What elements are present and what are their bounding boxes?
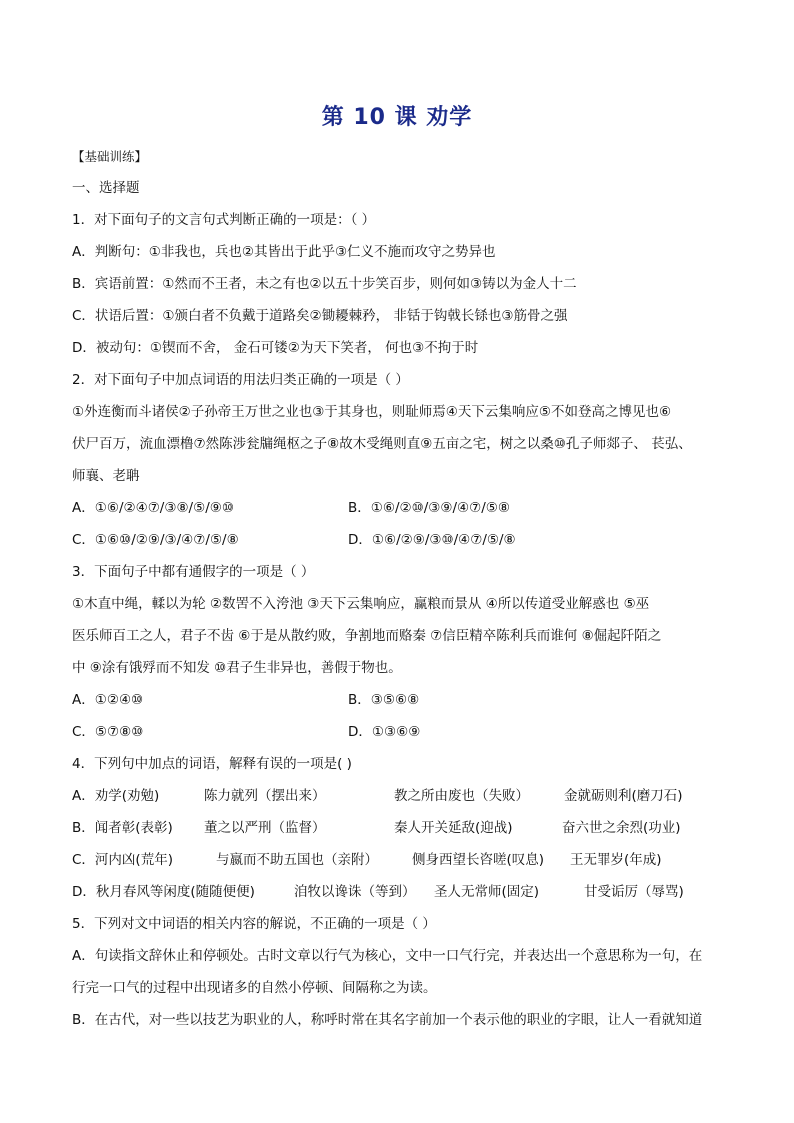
q3-option-b: B．③⑤⑥⑧ — [348, 692, 420, 708]
q4-option-d — [72, 876, 732, 908]
q3-stem: 3．下面句子中都有通假字的一项是（ ） — [72, 564, 315, 580]
q2-option-a: A．①⑥/②④⑦/③⑧/⑤/⑨⑩ — [72, 500, 234, 516]
q3-options-row-1 — [72, 684, 732, 716]
q2-options-row-2 — [72, 524, 732, 556]
q2-stem: 2．对下面句子中加点词语的用法归类正确的一项是（ ） — [72, 372, 409, 388]
q4-a-item-1: A．劝学(劝勉) — [72, 788, 160, 804]
q1-option-d: D．被动句：①锲而不舍， 金石可镂②为天下笑者， 何也③不拘于时 — [72, 340, 479, 356]
q4-a-item-3: 教之所由废也（失败） — [394, 788, 529, 804]
page-title: 第 10 课 劝学 — [321, 105, 473, 130]
q1-option-c: C．状语后置：①颁白者不负戴于道路矣②锄耰棘矜， 非铦于钩戟长铩也③筋骨之强 — [72, 308, 568, 324]
q4-c-item-3: 侧身西望长咨嗟(叹息) — [412, 852, 545, 868]
q2-body-line-2: 伏尸百万，流血漂橹⑦然陈涉瓮牖绳枢之子⑧故木受绳则直⑨五亩之宅，树之以桑⑩孔子师郯子、 苌弘、 — [72, 436, 692, 452]
q5-option-b-line-1: B．在古代，对一些以技艺为职业的人，称呼时常在其名字前加一个表示他的职业的字眼，让人一看就知道 — [72, 1012, 703, 1028]
q3-option-a: A．①②④⑩ — [72, 692, 144, 708]
q4-a-item-2: 陈力就列（摆出来） — [204, 788, 326, 804]
part-heading: 一、选择题 — [72, 180, 140, 196]
q1-option-b: B．宾语前置：①然而不王者，未之有也②以五十步笑百步，则何如③铸以为金人十二 — [72, 276, 577, 292]
q4-d-item-2: 洎牧以谗诛（等到） — [294, 884, 416, 900]
q4-option-c — [72, 844, 732, 876]
q1-option-a: A．判断句：①非我也，兵也②其皆出于此乎③仁义不施而攻守之势异也 — [72, 244, 496, 260]
q3-options-row-2 — [72, 716, 732, 748]
q3-body-line-3: 中 ⑨涂有饿殍而不知发 ⑩君子生非异也，善假于物也。 — [72, 660, 402, 676]
q4-b-item-1: B．闻者彰(表彰) — [72, 820, 173, 836]
q2-option-b: B．①⑥/②⑩/③⑨/④⑦/⑤⑧ — [348, 500, 510, 516]
q4-c-item-2: 与嬴而不助五国也（亲附） — [216, 852, 378, 868]
q2-option-c: C．①⑥⑩/②⑨/③/④⑦/⑤/⑧ — [72, 532, 239, 548]
q2-body-line-3: 师襄、老聃 — [72, 468, 140, 484]
q4-stem: 4．下列句中加点的词语，解释有误的一项是( ) — [72, 756, 352, 772]
q3-option-d: D．①③⑥⑨ — [348, 724, 421, 740]
q4-d-item-1: D．秋月春风等闲度(随随便便) — [72, 884, 255, 900]
q4-b-item-4: 奋六世之余烈(功业) — [562, 820, 681, 836]
q2-options-row-1 — [72, 492, 732, 524]
q4-option-b — [72, 812, 732, 844]
q3-option-c: C．⑤⑦⑧⑩ — [72, 724, 144, 740]
q5-stem: 5．下列对文中词语的相关内容的解说，不正确的一项是（ ） — [72, 916, 436, 932]
q3-body-line-2: 医乐师百工之人，君子不齿 ⑥于是从散约败，争割地而赂秦 ⑦信臣精卒陈利兵而谁何 ⑧倔起阡陌之 — [72, 628, 662, 644]
q2-body-line-1: ①外连衡而斗诸侯②子孙帝王万世之业也③于其身也，则耻师焉④天下云集响应⑤不如登高之博见也⑥ — [72, 404, 672, 420]
q4-d-item-4: 甘受诟厉（辱骂) — [584, 884, 684, 900]
q1-stem: 1．对下面句子的文言句式判断正确的一项是：（ ） — [72, 212, 376, 228]
question-content — [72, 172, 732, 1036]
q2-option-d: D．①⑥/②⑨/③⑩/④⑦/⑤/⑧ — [348, 532, 516, 548]
q4-b-item-3: 秦人开关延敌(迎战) — [394, 820, 513, 836]
section-label: 【基础训练】 — [72, 149, 148, 164]
q3-body-line-1: ①木直中绳，輮以为轮 ②数罟不入洿池 ③天下云集响应，赢粮而景从 ④所以传道受业解惑也 ⑤巫 — [72, 596, 650, 612]
q4-b-item-2: 董之以严刑（监督） — [204, 820, 326, 836]
q5-option-a-line-2: 行完一口气的过程中出现诸多的自然小停顿、间隔称之为读。 — [72, 980, 437, 996]
q4-a-item-4: 金就砺则利(磨刀石) — [564, 788, 683, 804]
q4-c-item-4: 王无罪岁(年成) — [570, 852, 662, 868]
q4-option-a — [72, 780, 732, 812]
q4-c-item-1: C．河内凶(荒年) — [72, 852, 173, 868]
q5-option-a-line-1: A．句读指文辞休止和停顿处。古时文章以行气为核心，文中一口气行完，并表达出一个意思称为一句，在 — [72, 948, 703, 964]
q4-d-item-3: 圣人无常师(固定) — [434, 884, 540, 900]
